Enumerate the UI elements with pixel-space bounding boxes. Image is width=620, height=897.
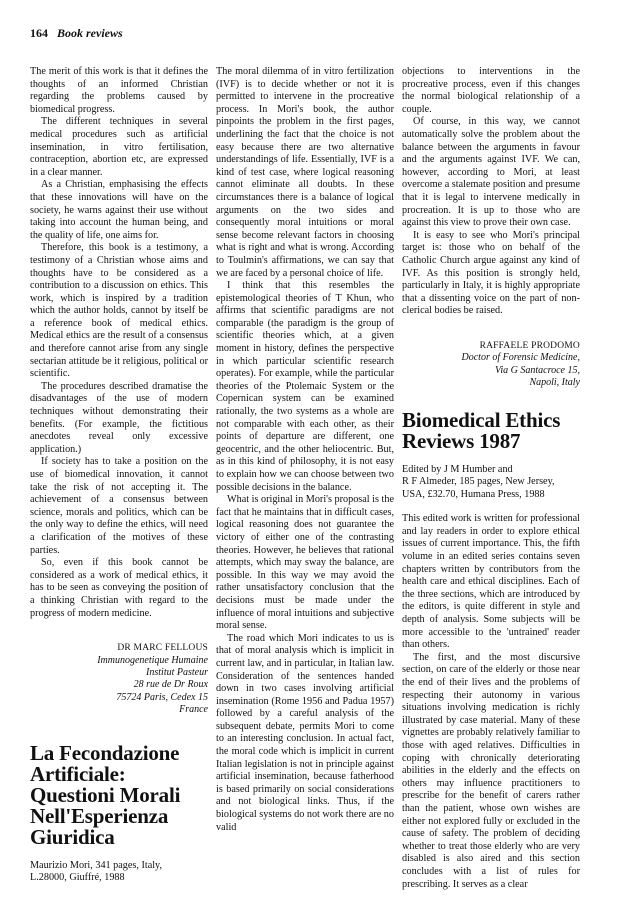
book-details-line: R F Almeder, 185 pages, New Jersey, bbox=[402, 476, 555, 488]
column-1 bbox=[30, 66, 208, 897]
running-head bbox=[30, 26, 123, 41]
book-details bbox=[402, 464, 580, 502]
book-details-line: Maurizio Mori, 341 pages, Italy, bbox=[30, 859, 163, 871]
reviewer-country: France bbox=[179, 704, 208, 716]
paragraph: The procedures described dramatise the disadvantages of the use of modern techniques without demonstrating their benefits. (For example, the fictitious anecdotes reveal only excessive application.) bbox=[30, 380, 208, 455]
paragraph: The moral dilemma of in vitro fertilization (IVF) is to decide whether or not it is permitted to intervene in the procreative process. In Mori's book, the author pinpoints the problem in the first pages, underlining the fact that the choice is not easy because there are two alternative understandings of life. Essentially, IVF is a kind of test case, where logical reasoning cannot eliminate all doubts. In these circumstances there is a balance of logical arguments on the two sides and consequently moral intuitions or moral sense become relevant factors in choosing what is right and what is wrong. According to Toulmin's affirmations, we can say that we are faced by a personal choice of life. bbox=[216, 66, 394, 279]
reviewer-city: Napoli, Italy bbox=[529, 377, 580, 389]
paragraph: As a Christian, emphasising the effects that these innovations will have on the society, he warns against their use without taking into account the human being, and the quality of life, one aims for. bbox=[30, 179, 208, 241]
paragraph: objections to interventions in the procreative process, even if this changes the normal biological relationship of a couple. bbox=[402, 66, 580, 115]
reviewer-affiliation: Doctor of Forensic Medicine, bbox=[461, 352, 580, 364]
paragraph: What is original in Mori's proposal is the fact that he maintains that in difficult cases, logical reasoning does not guarantee the victory of either one of the contrasting theories. However, he believes that rational attempts, which may sway the balance, are possible. In this way we may avoid the rather unsatisfactory conclusion that the decisions must be made under the influence of moral intuitions and subjective moral sense. bbox=[216, 494, 394, 632]
paragraph: The different techniques in several medical procedures such as artificial insemination, in vitro fertilisation, contraception, abortion etc, are expressed in a clear manner. bbox=[30, 116, 208, 178]
paragraph: The road which Mori indicates to us is that of moral analysis which is implicit in current law, and in particular, in Italian law. Consideration of the sentences handed down in two cases involving artificial insemination (Rome 1956 and Padua 1957) followed by a careful analysis of the subsequent debate, permits Mori to come to an interesting conclusion. In actual fact, the moral code which is implicit in current Italian legislation is not in principle against artificial insemination, because fatherhood is based primarily on social considerations and not biological links. Thus, if the biological systems do not work there are no valid bbox=[216, 632, 394, 833]
page-number: 164 bbox=[30, 26, 48, 40]
book-details-line: L.28000, Giuffré, 1988 bbox=[30, 872, 125, 884]
column-3 bbox=[402, 66, 580, 891]
reviewer-address: Via G Santacroce 15, bbox=[495, 364, 580, 376]
reviewer-name: RAFFAELE PRODOMO bbox=[479, 340, 580, 351]
review-book-title: Biomedical Ethics Reviews 1987 bbox=[402, 407, 561, 453]
paragraph: I think that this resembles the epistemological theories of T Khun, who affirms that scientific paradigms are not comparable (the paradigm is the group of scientific theories which, at a given moment in history, defines the perspective in which particular scientific research operates). For example, while the particular theories of the Ptolemaic System or the Copernican system can be examined rationally, the two systems as a whole are not comparable with each other, as their points of departure are different, one geocentric, and the other heliocentric. But, as in this kind of philosophy, it is not easy to explain how we can choose between two possible decisions in the balance. bbox=[216, 280, 394, 493]
review-book-title: La Fecondazione Artificiale: Questioni Morali Nell'Esperienza Giuridica bbox=[30, 740, 181, 849]
paragraph: The first, and the most discursive section, on care of the elderly or those near the end of their lives and the problems of respecting their autonomy in various situations involving medication is richly illustrated by case material. Many of these vignettes are probably relatively familiar to those with aged relatives. Difficulties in coping with chronically deteriorating abilities in the elderly and the effects on others may influence practitioners to prescribe for the benefit of carers rather than the patient, whose own wishes are either not explored fully or excluded in the cause of safety. The problem of deciding whether to treat those elderly who are very disabled is also aired and this section concludes with a list of rules for prescribing. It serves as a clear bbox=[402, 651, 580, 890]
reviewer-signature bbox=[402, 340, 580, 390]
reviewer-affiliation: Immunogenetique Humaine bbox=[97, 654, 208, 666]
paragraph: Therefore, this book is a testimony, a testimony of a Christian whose aims and thoughts have to be considered as a contribution to a discussion on ethics. This work, which is inspired by a tradition which the author holds, cannot by itself be a reference book of medical ethics. Medical ethics are the result of a consensus and therefore cannot arise from any single sectarian attitude be it religious, political or scientific. bbox=[30, 242, 208, 380]
section-title: Book reviews bbox=[57, 26, 123, 40]
reviewer-signature bbox=[30, 642, 208, 716]
book-details-line: Edited by J M Humber and bbox=[402, 463, 513, 475]
book-details bbox=[30, 860, 208, 885]
reviewer-affiliation: Institut Pasteur bbox=[146, 666, 208, 678]
reviewer-address: 28 rue de Dr Roux bbox=[133, 679, 208, 691]
column-2 bbox=[216, 66, 394, 834]
paragraph: So, even if this book cannot be considered as a work of medical ethics, it has to be seen as conveying the position of a thinking Christian with regard to the progress of modern medicine. bbox=[30, 557, 208, 619]
paragraph: The merit of this work is that it defines the thoughts of an informed Christian regarding the problems caused by biomedical progress. bbox=[30, 66, 208, 115]
reviewer-name: DR MARC FELLOUS bbox=[117, 643, 208, 654]
paragraph: Of course, in this way, we cannot automatically solve the problem about the balance between the arguments in favour and the arguments against IVF. We can, however, according to Mori, at least overcome a stalemate position and presume that it is legal to intervene medically in procreation. It is up to those who are against this view to prove their own case. bbox=[402, 116, 580, 229]
paragraph: This edited work is written for professional and lay readers in order to explore ethical issues of current importance. This, the fifth volume in an edited series contains seven chapters written by contributors from the health care and ethical disciplines. Each of the three sections, which are introduced by the editors, is quite different in style and depth of analysis. Some subjects will be more accessible to the 'untrained' reader than others. bbox=[402, 513, 580, 651]
reviewer-address: 75724 Paris, Cedex 15 bbox=[116, 691, 208, 703]
paragraph: If society has to take a position on the use of biomedical innovation, it cannot take the risk of not accepting it. The achievement of a consensus between science, morals and politics, which can be the only way to define the ethics, will need a clarification of the motives of these parties. bbox=[30, 456, 208, 556]
book-details-line: USA, £32.70, Humana Press, 1988 bbox=[402, 488, 545, 500]
paragraph: It is easy to see who Mori's principal target is: those who on behalf of the Catholic Church argue against any kind of IVF. As this position is strongly held, particularly in Italy, it is highly appropriate that a dissenting voice on the part of non-clerical bodies be raised. bbox=[402, 229, 580, 317]
